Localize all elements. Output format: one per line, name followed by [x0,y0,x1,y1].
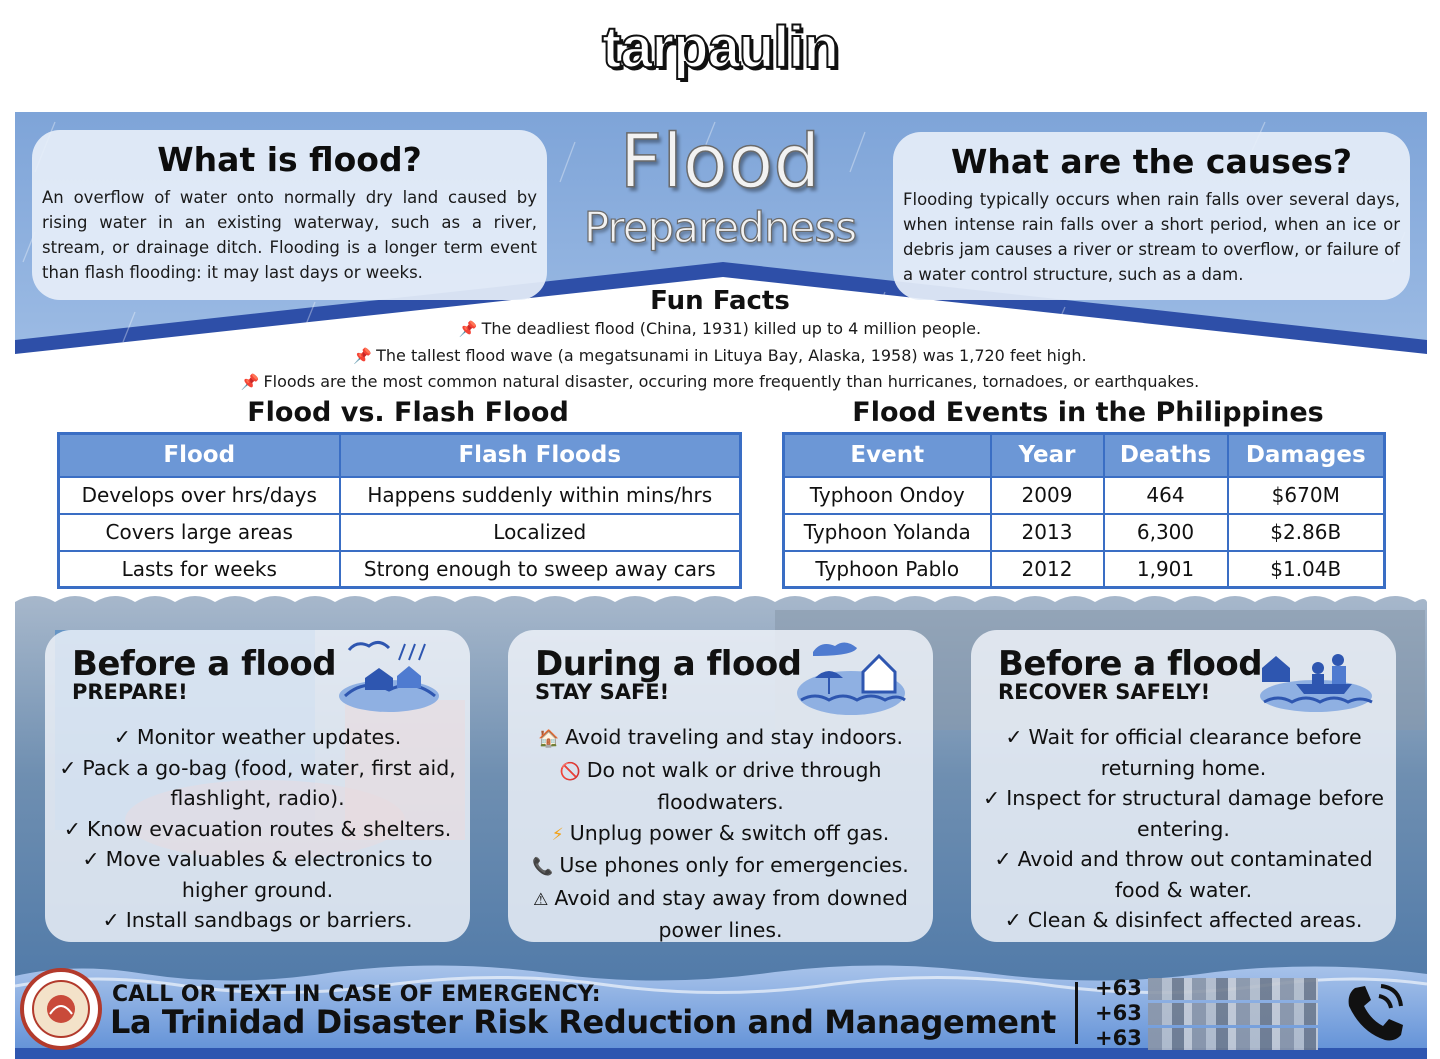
what-is-flood-card [32,130,547,300]
table-cell: 2012 [991,551,1104,588]
check-icon: ✓ [59,755,77,780]
table-row [59,477,741,514]
lightning-icon: ⚡ [551,824,564,845]
fun-fact-text: The tallest flood wave (a megatsunami in Lituya Bay, Alaska, 1958) was 1,720 feet high. [376,345,1087,365]
pushpin-icon: 📌 [353,346,373,365]
table-cell: Develops over hrs/days [59,477,340,514]
table-header-row [59,434,741,477]
emergency-callout: CALL OR TEXT IN CASE OF EMERGENCY: [112,982,601,1007]
list-item-text: Wait for official clearance before returning home. [1028,725,1362,780]
list-item-text: Do not walk or drive through floodwaters. [586,757,882,814]
phone-number[interactable] [1095,1026,1318,1051]
table-cell: Lasts for weeks [59,551,340,588]
table-header-cell: Flash Floods [340,434,741,477]
table-cell: $1.04B [1228,551,1385,588]
fun-facts-heading: Fun Facts [650,286,790,316]
redacted-number [1148,1003,1318,1025]
panel-subtitle: PREPARE! [72,680,188,704]
prepare-checklist [51,722,464,936]
stay-safe-list [514,722,927,946]
panel-subtitle: STAY SAFE! [535,680,670,704]
table-cell: 1,901 [1104,551,1228,588]
table-cell: Covers large areas [59,514,340,551]
check-icon: ✓ [983,786,1001,810]
check-icon: ✓ [63,816,81,841]
footer-divider [1075,982,1078,1044]
list-item [514,883,927,946]
what-is-flood-text: An overflow of water onto normally dry land caused by rising water in an existing waterway, such as a river, stream, or drainage ditch. Flooding is a longer term event than flash flooding: it may last days or weeks. [42,188,537,282]
flooded-house-illustration-icon [793,638,908,718]
list-item [51,905,464,936]
page-title: tarpaulin [602,15,838,80]
redacted-number [1148,978,1318,1000]
title-flood: Flood [619,119,821,205]
list-item-text: Install sandbags or barriers. [125,908,413,932]
what-is-flood-heading: What is flood? [157,140,422,179]
check-icon: ✓ [994,847,1012,871]
table-row [784,551,1385,588]
events-table [782,432,1386,589]
list-item-text: Avoid and throw out contaminated food & water. [1017,847,1373,902]
table-row [59,514,741,551]
table-header-cell: Damages [1228,434,1385,477]
pushpin-icon: 📌 [240,373,260,391]
check-icon: ✓ [113,725,131,749]
storm-illustration-icon [335,638,443,716]
list-item [514,755,927,818]
fun-fact-text: The deadliest flood (China, 1931) killed up to 4 million people. [481,319,982,338]
list-item-text: Avoid traveling and stay indoors. [565,725,903,749]
list-item-text: Avoid and stay away from downed power lines. [554,885,908,942]
table-header-cell: Flood [59,434,340,477]
before-flood-panel [45,630,470,942]
panel-title: Before a flood [998,644,1263,684]
table-cell: $2.86B [1228,514,1385,551]
table-cell: $670M [1228,477,1385,514]
events-table-title: Flood Events in the Philippines [852,397,1324,428]
table-cell: Happens suddenly within mins/hrs [340,477,741,514]
list-item-text: Inspect for structural damage before entering. [1006,786,1384,841]
phone-icon: 📞 [532,857,554,877]
list-item [977,722,1390,783]
house-icon: 🏠 [537,729,560,749]
list-item [51,814,464,845]
panel-title: During a flood [535,644,802,684]
list-item [977,783,1390,844]
list-item-text: Use phones only for emergencies. [559,853,909,877]
during-flood-panel [508,630,933,942]
table-row [784,477,1385,514]
check-icon: ✓ [1005,725,1023,749]
list-item [514,850,927,883]
causes-heading: What are the causes? [950,142,1353,181]
recover-checklist [977,722,1390,936]
agency-name: La Trinidad Disaster Risk Reduction and Management [110,1003,1056,1041]
table-header-cell: Event [784,434,991,477]
drrm-seal-logo [20,968,102,1050]
list-item [51,844,464,905]
fun-facts-list [0,316,1440,396]
comparison-table-title: Flood vs. Flash Flood [247,397,569,428]
comparison-table [57,432,742,589]
phone-list [1095,976,1318,1051]
list-item-text: Unplug power & switch off gas. [569,820,890,845]
list-item [977,844,1390,905]
warning-icon: ⚠ [533,889,549,910]
title-preparedness: Preparedness [583,203,857,252]
table-cell: 6,300 [1104,514,1228,551]
table-cell: Typhoon Yolanda [784,514,991,551]
phone-prefix: +63 [1095,976,1142,1000]
causes-card [893,132,1410,300]
phone-prefix: +63 [1095,1001,1142,1025]
check-icon: ✓ [102,908,120,932]
table-header-row [784,434,1385,477]
list-item-text: Clean & disinfect affected areas. [1027,908,1363,932]
list-item [977,905,1390,936]
table-cell: 464 [1104,477,1228,514]
fun-fact-item [0,316,1440,343]
list-item-text: Know evacuation routes & shelters. [86,816,452,841]
phone-prefix: +63 [1095,1026,1142,1050]
phone-call-icon [1343,982,1409,1044]
table-header-cell: Deaths [1104,434,1228,477]
panel-subtitle: RECOVER SAFELY! [998,680,1211,704]
list-item-text: Move valuables & electronics to higher ground. [105,847,433,902]
check-icon: ✓ [82,847,100,871]
check-icon: ✓ [1004,908,1022,932]
recover-panel [971,630,1396,942]
fun-fact-text: Floods are the most common natural disaster, occuring more frequently than hurricanes, tornadoes, or earthquakes. [263,372,1200,391]
table-cell: Strong enough to sweep away cars [340,551,741,588]
causes-text: Flooding typically occurs when rain falls over several days, when intense rain falls over a short period, when an ice or debris jam causes a river or stream to overflow, or failure of a water control structure, such as a dam. [903,190,1400,284]
phone-number[interactable] [1095,1001,1318,1026]
fun-fact-item [0,343,1440,370]
list-item-text: Pack a go-bag (food, water, first aid, flashlight, radio). [82,755,456,810]
panel-title: Before a flood [72,644,337,684]
flood-preparedness-title [552,120,888,252]
prohibited-icon: 🚫 [559,761,581,782]
list-item-text: Monitor weather updates. [136,725,402,749]
table-row [784,514,1385,551]
table-row [59,551,741,588]
table-cell: 2013 [991,514,1104,551]
list-item [51,753,464,814]
phone-number[interactable] [1095,976,1318,1001]
list-item [514,818,927,851]
table-cell: Typhoon Pablo [784,551,991,588]
redacted-number [1148,1028,1318,1050]
list-item [514,722,927,755]
table-cell: 2009 [991,477,1104,514]
fun-fact-item [0,369,1440,396]
rescue-boat-illustration-icon [1256,638,1376,716]
list-item [51,722,464,753]
table-cell: Localized [340,514,741,551]
pushpin-icon: 📌 [458,320,478,338]
table-header-cell: Year [991,434,1104,477]
table-cell: Typhoon Ondoy [784,477,991,514]
